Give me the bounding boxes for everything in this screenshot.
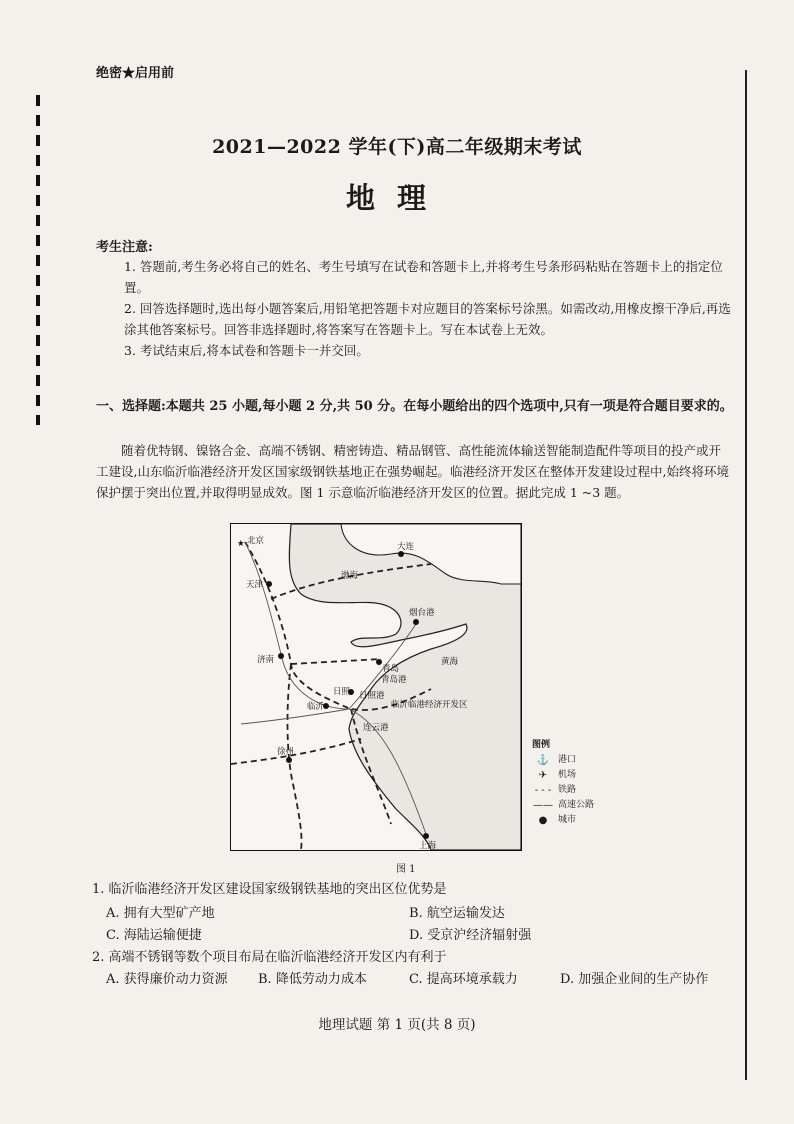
map-label-rizhao-port: 日照港 [359, 691, 385, 701]
map-label-dalian: 大连 [397, 542, 415, 552]
map-label-shanghai: 上海 [419, 841, 437, 850]
legend-label: 城市 [558, 815, 577, 825]
answer-option: D. 受京沪经济辐射强 [409, 928, 532, 943]
city-dot [278, 653, 284, 659]
map-label-lianyungang: 连云港 [363, 723, 389, 733]
section-heading: 一、选择题:本题共 25 小题,每小题 2 分,共 50 分。在每小题给出的四个选项中,只有一项是符合题目要求的。 [96, 399, 733, 414]
railway-icon: - - - [534, 785, 552, 796]
answer-option: C. 提高环境承载力 [409, 972, 518, 987]
answer-option: A. 获得廉价动力资源 [106, 972, 228, 987]
map-label-beijing: 北京 [247, 536, 265, 546]
question-stem: 2. 高端不锈钢等数个项目布局在临沂临港经济开发区内有利于 [92, 950, 447, 965]
map-label-qingdao-port: 青岛港 [381, 675, 407, 685]
legend-label: 港口 [558, 755, 577, 765]
map-label-bohai: 渤海 [341, 571, 359, 581]
legend-title: 图例 [532, 740, 551, 750]
figure-caption: 图 1 [396, 864, 416, 875]
answer-option: C. 海陆运输便捷 [106, 928, 202, 943]
map-legend [532, 738, 594, 828]
notice-item: 1. 答题前,考生务必将自己的姓名、考生号填写在试卷和答题卡上,并将考生号条形码粘贴在答题卡上的指定位置。 [124, 259, 723, 295]
location-map [230, 523, 522, 851]
anchor-icon: ⚓ [536, 755, 550, 766]
map-label-xuzhou: 徐州 [277, 747, 295, 757]
legend-label: 高速公路 [558, 800, 595, 810]
city-dot [286, 757, 292, 763]
legend-item [532, 768, 594, 783]
city-dot [266, 581, 272, 587]
map-svg [231, 524, 521, 850]
answer-option: D. 加强企业间的生产协作 [560, 972, 709, 987]
map-label-qingdao: 青岛 [382, 664, 400, 674]
city-dot-icon: ● [538, 815, 548, 826]
answer-option: A. 拥有大型矿产地 [106, 906, 215, 921]
exam-title: 2021—2022 学年(下)高二年级期末考试 [212, 136, 582, 158]
legend-label: 铁路 [558, 785, 577, 795]
railway-line [231, 739, 361, 764]
right-margin-rule [745, 70, 747, 1080]
city-dot [413, 619, 419, 625]
city-dot [423, 833, 429, 839]
notice-item: 3. 考试结束后,将本试卷和答题卡一并交回。 [124, 343, 369, 358]
railway-line [291, 659, 381, 664]
beijing-star: ★ [237, 539, 245, 549]
legend-item [532, 753, 594, 768]
question-passage: 随着优特钢、镍铬合金、高端不锈钢、精密铸造、精品钢管、高性能流体输送智能制造配件等项目的投产或开工建设,山东临沂临港经济开发区国家级钢铁基地正在强势崛起。临港经济开发区在整体开发建设过程中,始终将环境保护摆于突出位置,并取得明显成效。图 1 示意临沂临港经济开发区的位置。据此完成 1 ~3 题。 [96, 443, 729, 500]
highway-icon: —— [533, 800, 553, 811]
legend-item [532, 783, 594, 798]
question-stem: 1. 临沂临港经济开发区建设国家级钢铁基地的突出区位优势是 [92, 882, 447, 897]
notice-item: 2. 回答选择题时,选出每小题答案后,用铅笔把答题卡对应题目的答案标号涂黑。如需改动,用橡皮擦干净后,再选涂其他答案标号。回答非选择题时,将答案写在答题卡上。写在本试卷上无效。 [124, 301, 731, 337]
legend-item [532, 813, 594, 828]
subject-title: 地理 [345, 181, 448, 215]
secret-label: 绝密★启用前 [96, 66, 175, 81]
map-label-dev-zone: 临沂临港经济开发区 [391, 700, 468, 710]
map-label-jinan: 济南 [257, 655, 275, 665]
answer-option: B. 航空运输发达 [409, 906, 505, 921]
highway-line [241, 709, 349, 724]
legend-label: 机场 [558, 770, 577, 780]
map-label-tianjin: 天津 [246, 580, 264, 590]
legend-item [532, 798, 594, 813]
map-label-rizhao: 日照 [333, 687, 351, 697]
map-label-huanghai: 黄海 [441, 657, 459, 667]
notice-heading: 考生注意: [96, 240, 153, 255]
map-label-yantai: 烟台港 [409, 608, 435, 618]
map-label-linyi: 临沂 [307, 702, 325, 712]
answer-option: B. 降低劳动力成本 [258, 972, 367, 987]
airplane-icon: ✈ [538, 770, 548, 781]
page-footer: 地理试题 第 1 页(共 8 页) [318, 1017, 476, 1033]
railway-line [287, 664, 301, 850]
